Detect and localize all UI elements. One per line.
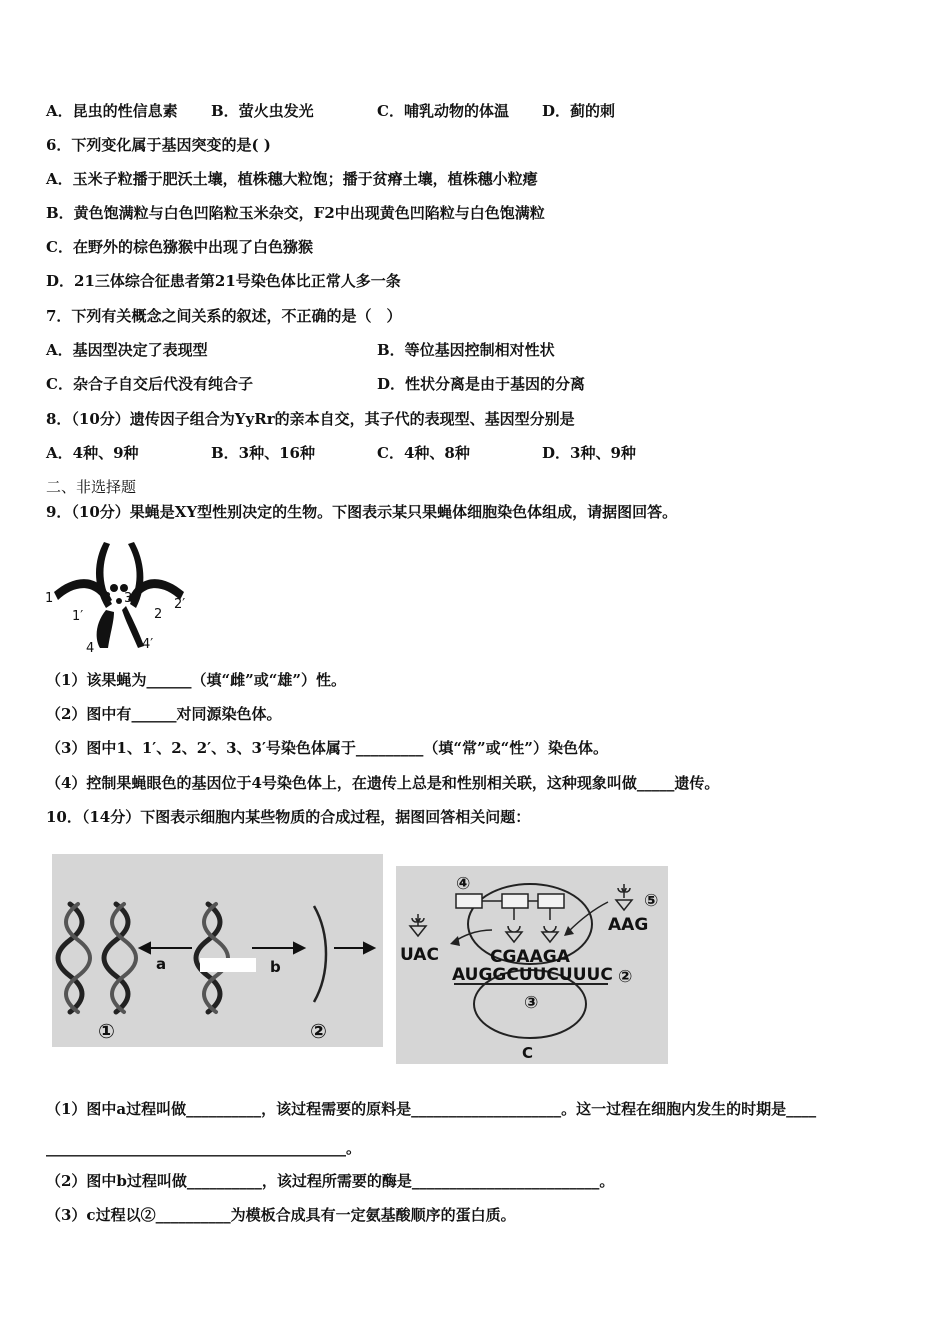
q5-option-c: C．哺乳动物的体温 <box>377 102 509 120</box>
label-c: C <box>522 1044 534 1062</box>
chromosome-figure <box>44 530 194 655</box>
label-circle-3: ③ <box>524 993 539 1013</box>
q10-part-2: （2）图中b过程叫做__________，该过程所需要的酶是_________________________。 <box>46 1172 615 1190</box>
label-mrna-sequence: AUGGCUUCUUUC <box>452 965 613 985</box>
chromosome-4 <box>97 610 114 648</box>
q9-stem: 9．（10分）果蝇是XY型性别决定的生物。下图表示某只果蝇体细胞染色体组成，请据图回答。 <box>46 503 678 521</box>
q10-part-1b: ________________________________________。 <box>46 1139 362 1157</box>
label-1: 1 <box>45 591 54 606</box>
q6-stem: 6．下列变化属于基因突变的是( ) <box>46 136 271 154</box>
q6-option-c: C．在野外的棕色猕猴中出现了白色猕猴 <box>46 238 313 256</box>
q9-part-3: （3）图中1、1′、2、2′、3、3′号染色体属于_________（填“常”或“性”）染色体。 <box>46 739 608 757</box>
label-anticodons: CGAAGA <box>490 947 570 967</box>
q7-option-a: A．基因型决定了表现型 <box>46 341 208 359</box>
q6-option-d: D．21三体综合征患者第21号染色体比正常人多一条 <box>46 272 401 290</box>
q8-stem: 8．（10分）遗传因子组合为YyRr的亲本自交，其子代的表现型、基因型分别是 <box>46 410 575 428</box>
q10-stem: 10．（14分）下图表示细胞内某些物质的合成过程，据图回答相关问题： <box>46 808 531 826</box>
q8-option-a: A．4种、9种 <box>46 444 139 462</box>
q6-option-a: A．玉米子粒播于肥沃土壤，植株穗大粒饱；播于贫瘠土壤，植株穗小粒瘪 <box>46 170 538 188</box>
q7-option-b: B．等位基因控制相对性状 <box>377 341 555 359</box>
label-aag: AAG <box>608 915 649 935</box>
label-uac: UAC <box>400 945 439 965</box>
label-circle-5: ⑤ <box>644 891 659 911</box>
label-a: a <box>156 955 167 973</box>
q6-option-b: B．黄色饱满粒与白色凹陷粒玉米杂交，F2中出现黄色凹陷粒与白色饱满粒 <box>46 204 545 222</box>
section-heading: 二、非选择题 <box>46 478 137 496</box>
q9-part-1: （1）该果蝇为______（填“雌”或“雄”）性。 <box>46 671 346 689</box>
q9-part-2: （2）图中有______对同源染色体。 <box>46 705 282 723</box>
label-circle-4: ④ <box>456 874 471 894</box>
q10-part-3: （3）c过程以②__________为模板合成具有一定氨基酸顺序的蛋白质。 <box>46 1206 516 1224</box>
label-circle-2-right: ② <box>618 967 633 987</box>
replication-transcription-figure <box>52 854 383 1047</box>
q8-option-c: C．4种、8种 <box>377 444 470 462</box>
label-circle-1: ① <box>98 1019 115 1043</box>
q5-option-a: A．昆虫的性信息素 <box>46 102 178 120</box>
label-b: b <box>270 958 281 976</box>
q8-option-b: B．3种、16种 <box>211 444 315 462</box>
label-4: 4 <box>86 641 95 655</box>
label-2p: 2′ <box>174 597 186 612</box>
label-circle-2: ② <box>310 1019 327 1043</box>
chromosome-4p <box>122 606 144 648</box>
label-1p: 1′ <box>72 609 84 624</box>
label-3p: 3′ <box>124 591 136 606</box>
label-4p: 4′ <box>142 637 154 652</box>
q10-part-1a: （1）图中a过程叫做__________，该过程需要的原料是____________________。这一过程在细胞内发生的时期是____ <box>46 1100 817 1118</box>
q7-option-c: C．杂合子自交后代没有纯合子 <box>46 375 253 393</box>
q5-option-b: B．萤火虫发光 <box>211 102 314 120</box>
q7-stem: 7．下列有关概念之间关系的叙述，不正确的是（ ） <box>46 307 402 325</box>
q9-part-4: （4）控制果蝇眼色的基因位于4号染色体上，在遗传上总是和性别相关联，这种现象叫做_____遗传。 <box>46 774 720 792</box>
label-3: 3 <box>103 591 112 606</box>
label-2: 2 <box>154 607 163 622</box>
translation-figure <box>396 866 668 1064</box>
q8-option-d: D．3种、9种 <box>542 444 636 462</box>
q5-option-d: D．蓟的刺 <box>542 102 616 120</box>
q7-option-d: D．性状分离是由于基因的分离 <box>377 375 586 393</box>
